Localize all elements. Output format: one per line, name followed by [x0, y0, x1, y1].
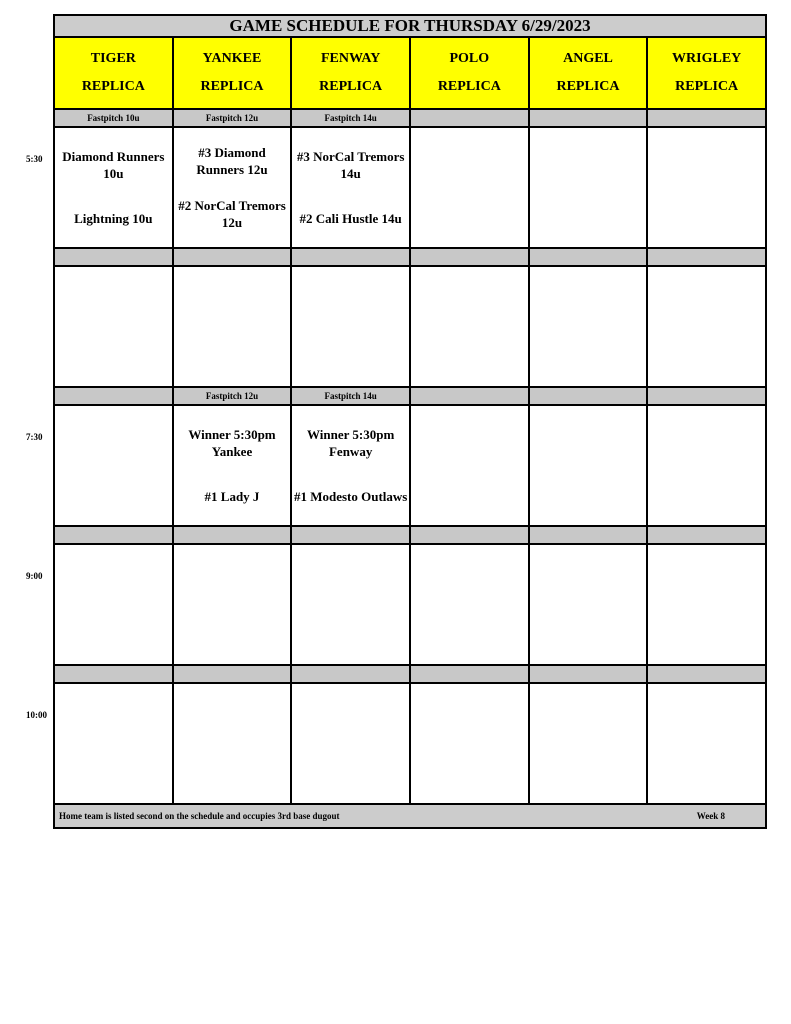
game-slot [411, 684, 530, 805]
game-slot [411, 128, 530, 249]
field-name: FENWAY [320, 51, 381, 66]
game-slot [530, 406, 649, 527]
division-label [411, 110, 530, 128]
game-slot [530, 267, 649, 388]
game-slot [648, 128, 767, 249]
division-label [411, 388, 530, 406]
field-header-polo [411, 38, 530, 110]
team-name: #2 NorCal Tremors 12u [178, 198, 286, 231]
field-name: ANGEL [563, 51, 613, 66]
division-label [411, 249, 530, 267]
game-slot [648, 267, 767, 388]
game-slot [411, 267, 530, 388]
game-slot [174, 545, 293, 666]
division-label [530, 666, 649, 684]
home-team-note: Home team is listed second on the schedule and occupies 3rd base dugout [59, 811, 340, 821]
division-label: Fastpitch 12u [174, 110, 293, 128]
game-slot [648, 684, 767, 805]
team-name: #1 Lady J [204, 489, 260, 504]
division-label [648, 527, 767, 545]
field-type: REPLICA [200, 79, 264, 94]
division-row [53, 110, 767, 128]
division-row [53, 527, 767, 545]
field-header-yankee [174, 38, 293, 110]
field-header-fenway [292, 38, 411, 110]
game-slot [174, 128, 293, 249]
game-row [53, 406, 767, 527]
division-row [53, 249, 767, 267]
game-slot [292, 267, 411, 388]
time-slot-label: 10:00 [26, 710, 47, 720]
division-label [174, 249, 293, 267]
division-label [648, 388, 767, 406]
division-label [648, 110, 767, 128]
division-label [292, 249, 411, 267]
game-slot [174, 406, 293, 527]
division-row [53, 388, 767, 406]
week-label: Week 8 [696, 811, 725, 821]
game-slot [530, 128, 649, 249]
game-row [53, 128, 767, 249]
field-header-row [53, 38, 767, 110]
division-label [411, 666, 530, 684]
game-slot [648, 406, 767, 527]
time-slot-label: 9:00 [26, 571, 43, 581]
game-slot [292, 684, 411, 805]
division-label [648, 249, 767, 267]
time-slot-label: 5:30 [26, 154, 43, 164]
game-slot [55, 684, 174, 805]
field-type: REPLICA [675, 79, 739, 94]
team-name: Lightning 10u [74, 211, 153, 226]
team-name: #3 NorCal Tremors 14u [296, 149, 405, 181]
division-label [55, 388, 174, 406]
game-slot [55, 545, 174, 666]
division-label [530, 110, 649, 128]
team-name: Winner 5:30pm Fenway [307, 427, 395, 459]
field-name: TIGER [90, 51, 136, 66]
field-name: YANKEE [202, 51, 262, 66]
schedule-title: GAME SCHEDULE FOR THURSDAY 6/29/2023 [53, 14, 767, 38]
game-slot [55, 267, 174, 388]
game-slot [55, 406, 174, 527]
division-label [530, 388, 649, 406]
field-name: POLO [449, 51, 490, 66]
division-label: Fastpitch 14u [292, 388, 411, 406]
game-slot [174, 684, 293, 805]
division-label [648, 666, 767, 684]
field-type: REPLICA [437, 79, 501, 94]
game-row [53, 545, 767, 666]
field-name: WRIGLEY [672, 51, 742, 66]
team-name: #1 Modesto Outlaws [293, 489, 408, 504]
team-name: Diamond Runners 10u [62, 149, 165, 181]
division-label [55, 666, 174, 684]
division-label [174, 666, 293, 684]
division-label [174, 527, 293, 545]
game-slot [648, 545, 767, 666]
team-name: #3 Diamond Runners 12u [196, 144, 268, 177]
division-label [530, 527, 649, 545]
game-slot [411, 545, 530, 666]
game-slot [292, 128, 411, 249]
schedule-sheet [53, 14, 767, 829]
schedule-body [53, 110, 767, 805]
game-slot [292, 545, 411, 666]
division-label [292, 527, 411, 545]
field-type: REPLICA [319, 79, 383, 94]
division-row [53, 666, 767, 684]
game-slot [411, 406, 530, 527]
game-row [53, 267, 767, 388]
division-label: Fastpitch 14u [292, 110, 411, 128]
division-label [55, 249, 174, 267]
game-slot [174, 267, 293, 388]
game-slot [292, 406, 411, 527]
division-label [411, 527, 530, 545]
division-label: Fastpitch 10u [55, 110, 174, 128]
field-type: REPLICA [556, 79, 620, 94]
field-header-angel [530, 38, 649, 110]
team-name: Winner 5:30pm Yankee [188, 427, 276, 459]
game-slot [530, 684, 649, 805]
field-header-wrigley [648, 38, 767, 110]
time-slot-label: 7:30 [26, 432, 43, 442]
game-row [53, 684, 767, 805]
game-slot [55, 128, 174, 249]
schedule-footer [53, 805, 767, 829]
division-label [55, 527, 174, 545]
field-header-tiger [55, 38, 174, 110]
division-label [530, 249, 649, 267]
game-slot [530, 545, 649, 666]
team-name: #2 Cali Hustle 14u [299, 211, 402, 226]
division-label: Fastpitch 12u [174, 388, 293, 406]
field-type: REPLICA [81, 79, 145, 94]
division-label [292, 666, 411, 684]
